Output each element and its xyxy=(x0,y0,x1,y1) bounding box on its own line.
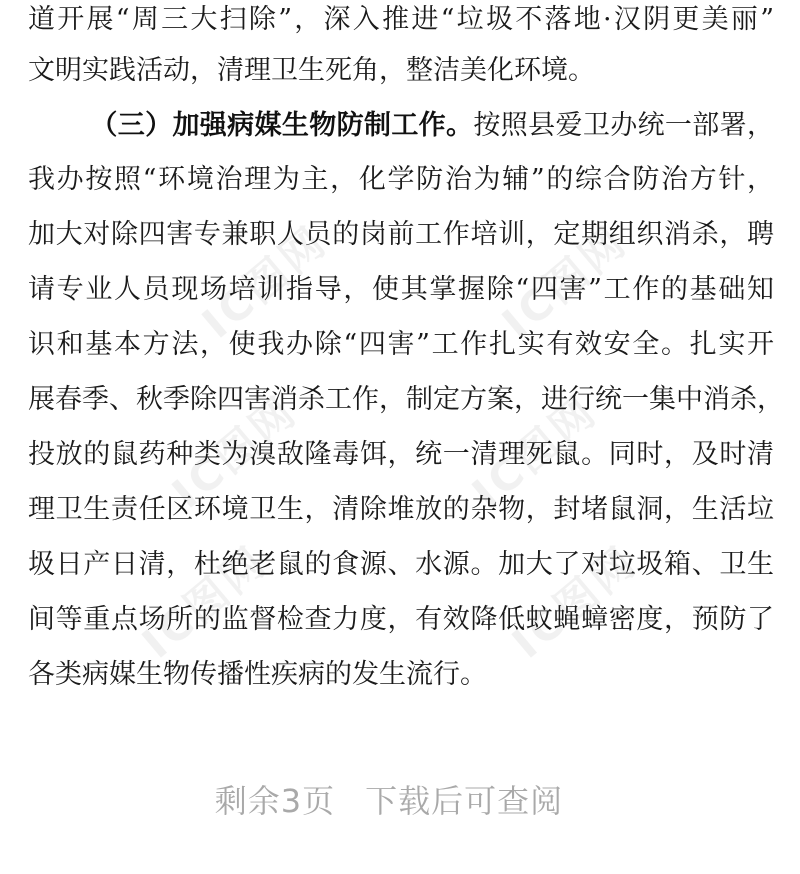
paragraph-line: 理卫生责任区环境卫生，清除堆放的杂物，封堵鼠洞，生活垃 xyxy=(28,494,774,525)
section-heading: （三）加强病媒生物防制工作。 xyxy=(90,110,474,141)
watermark: IC图网 xyxy=(162,386,307,518)
paragraph-line: 识和基本方法，使我办除“四害”工作扎实有效安全。扎实开 xyxy=(28,329,774,360)
paragraph-line: 各类病媒生物传播性疾病的发生流行。 xyxy=(28,659,487,690)
download-to-view-label: 下载后可查阅 xyxy=(365,782,564,820)
remaining-pages-label: 剩余3页 xyxy=(214,782,336,820)
watermark: IC图网 xyxy=(192,216,337,348)
paragraph-line: 道开展“周三大扫除”，深入推进“垃圾不落地·汉阴更美丽” xyxy=(28,4,774,35)
watermark: IC图网 xyxy=(462,386,607,518)
paragraph-line: 圾日产日清，杜绝老鼠的食源、水源。加大了对垃圾箱、卫生 xyxy=(28,549,774,580)
paragraph-line: 投放的鼠药种类为溴敌隆毒饵，统一清理死鼠。同时，及时清 xyxy=(28,439,774,470)
paragraph-line: 展春季、秋季除四害消杀工作，制定方案，进行统一集中消杀， xyxy=(28,384,784,415)
paragraph-line: 请专业人员现场培训指导，使其掌握除“四害”工作的基础知 xyxy=(28,274,774,305)
download-prompt[interactable] xyxy=(0,776,778,822)
paragraph-line: 加大对除四害专兼职人员的岗前工作培训，定期组织消杀，聘 xyxy=(28,219,774,250)
paragraph-text: 按照县爱卫办统一部署， xyxy=(473,110,775,141)
paragraph-line: 我办按照“环境治理为主，化学防治为辅”的综合防治方针， xyxy=(28,164,774,195)
paragraph-line: 文明实践活动，清理卫生死角，整洁美化环境。 xyxy=(28,55,595,86)
watermark: IC图网 xyxy=(492,216,637,348)
watermark: IC图网 xyxy=(502,536,647,668)
section-heading-line xyxy=(28,106,774,146)
paragraph-line: 间等重点场所的监督检查力度，有效降低蚊蝇蟑密度，预防了 xyxy=(28,604,774,635)
watermark: IC图网 xyxy=(132,536,277,668)
